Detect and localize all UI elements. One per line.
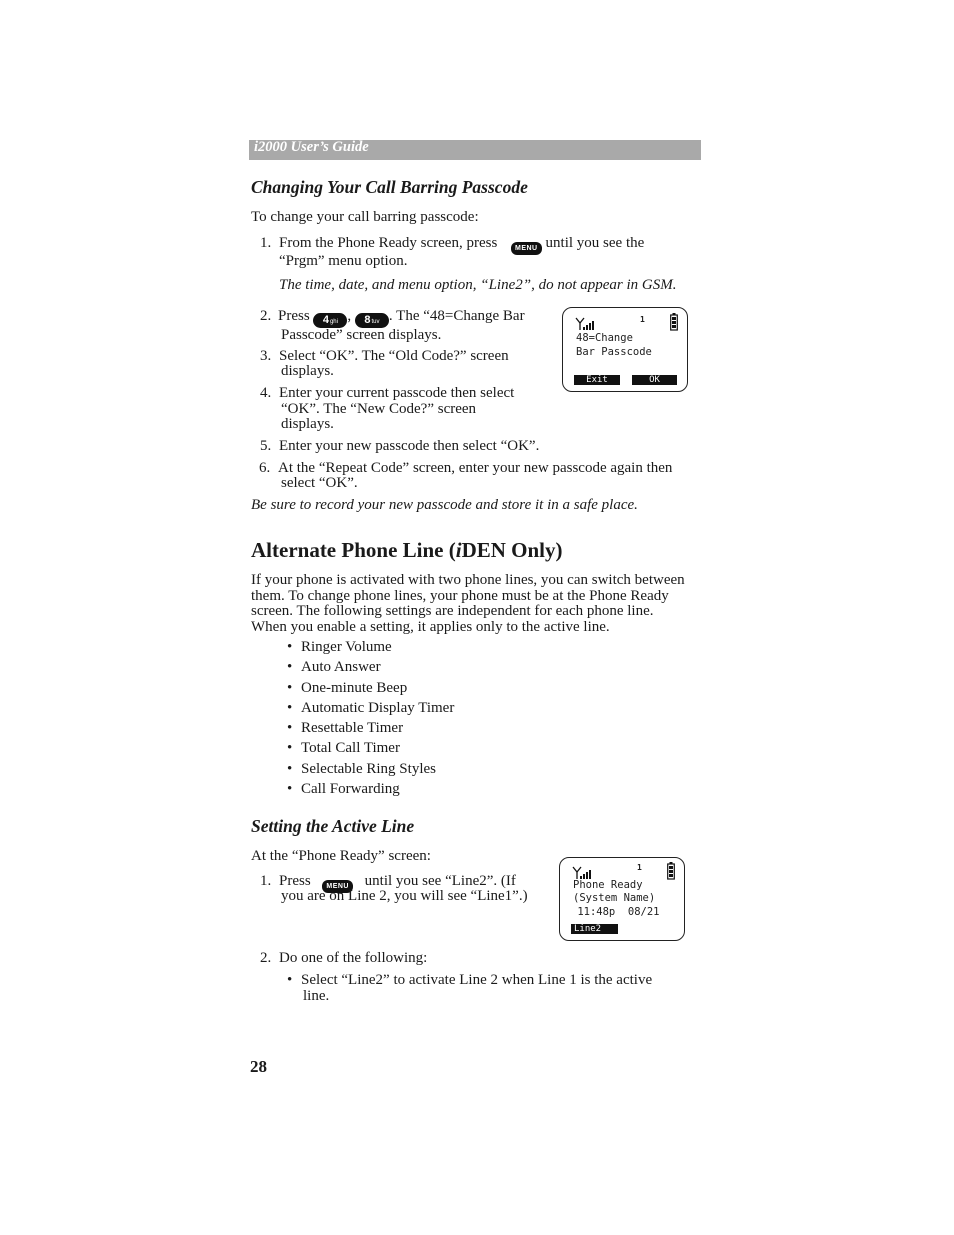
- battery-icon: [670, 313, 678, 331]
- step-text: “Prgm” menu option.: [279, 253, 408, 269]
- section-heading-alternate-line: [251, 538, 563, 563]
- heading-part: Alternate Phone Line (: [251, 538, 456, 562]
- list-item: • Automatic Display Timer: [301, 700, 454, 716]
- step-text: Enter your current passcode then select: [279, 385, 515, 401]
- softkey-exit: Exit: [574, 375, 620, 385]
- list-item: • Selectable Ring Styles: [301, 761, 436, 777]
- signal-strength-icon: [574, 317, 596, 331]
- step-text: Press: [279, 873, 311, 889]
- step-number: 3.: [260, 348, 272, 364]
- list-item: • Auto Answer: [301, 659, 381, 675]
- section-heading-active-line: Setting the Active Line: [251, 816, 415, 836]
- menu-key-icon: MENU: [511, 242, 542, 255]
- step-text: select “OK”.: [281, 475, 358, 491]
- step-text: Press: [278, 308, 310, 324]
- key-8-icon: [355, 313, 389, 328]
- section-heading-call-barring: Changing Your Call Barring Passcode: [251, 177, 528, 197]
- softkey-ok: OK: [632, 375, 677, 385]
- header-title: i2000 User’s Guide: [254, 139, 369, 155]
- paragraph-line: When you enable a setting, it applies only to the active line.: [251, 619, 610, 635]
- step-text: Enter your new passcode then select “OK”.: [279, 438, 540, 454]
- step-text: you are on Line 2, you will see “Line1”.): [281, 888, 528, 904]
- step-number: 4.: [260, 385, 272, 401]
- screen-text-line1: Phone Ready: [573, 879, 643, 891]
- key-sublabel: ghi: [329, 319, 338, 325]
- signal-strength-icon: [571, 866, 593, 880]
- step-text: . The “48=Change Bar: [388, 308, 525, 324]
- paragraph-line: If your phone is activated with two phone lines, you can switch between: [251, 572, 685, 588]
- phone-screen-change-passcode: [562, 307, 688, 392]
- key-label: 8: [364, 314, 371, 326]
- step-number: 6.: [259, 460, 271, 476]
- step-text: until you see “Line2”. (If: [364, 873, 516, 889]
- step-text: displays.: [281, 363, 334, 379]
- phone-screen-phone-ready: [559, 857, 685, 941]
- paragraph-line: them. To change phone lines, your phone must be at the Phone Ready: [251, 588, 669, 604]
- screen-text-line2: (System Name): [573, 892, 656, 904]
- screen-text-line1: 48=Change: [576, 332, 633, 344]
- heading-part: DEN Only): [461, 538, 563, 562]
- list-item: • Select “Line2” to activate Line 2 when Line 1 is the active: [301, 972, 652, 988]
- step-text: displays.: [281, 416, 334, 432]
- list-item: • Total Call Timer: [301, 740, 400, 756]
- page-number: 28: [250, 1057, 267, 1076]
- step-text: Do one of the following:: [279, 950, 428, 966]
- list-item-continuation: line.: [303, 988, 330, 1004]
- key-4-icon: [313, 313, 347, 328]
- step-text: until you see the: [545, 235, 645, 251]
- heading-part-italic: i: [455, 538, 462, 562]
- section-intro: To change your call barring passcode:: [251, 209, 479, 225]
- screen-text-time-date: 11:48p 08/21: [571, 906, 660, 918]
- step-number: 5.: [260, 438, 272, 454]
- key-sublabel: tuv: [371, 319, 380, 325]
- screen-text-line2: Bar Passcode: [576, 346, 652, 358]
- step-1-text: [279, 235, 644, 255]
- line-indicator: 1: [637, 863, 642, 872]
- comma: ,: [347, 308, 352, 324]
- softkey-line2: Line2: [571, 924, 618, 934]
- step-text: From the Phone Ready screen, press: [279, 235, 498, 251]
- key-label: 4: [322, 314, 329, 326]
- step-number: 2.: [260, 950, 272, 966]
- step-text: “OK”. The “New Code?” screen: [281, 401, 477, 417]
- step-note: The time, date, and menu option, “Line2”, do not appear in GSM.: [279, 277, 677, 293]
- step-number: 1.: [260, 235, 272, 251]
- list-item: • Call Forwarding: [301, 781, 400, 797]
- paragraph-line: screen. The following settings are independent for each phone line.: [251, 603, 654, 619]
- section-intro: At the “Phone Ready” screen:: [251, 848, 431, 864]
- step-text: At the “Repeat Code” screen, enter your new passcode again then: [278, 460, 673, 476]
- menu-key-icon: MENU: [322, 880, 353, 893]
- list-item: • Ringer Volume: [301, 639, 392, 655]
- step-text: Select “OK”. The “Old Code?” screen: [279, 348, 509, 364]
- step-number: 1.: [260, 873, 272, 889]
- step-text: Passcode” screen displays.: [281, 327, 442, 343]
- list-item: • Resettable Timer: [301, 720, 403, 736]
- list-item: • One-minute Beep: [301, 680, 407, 696]
- step-number: 2.: [260, 308, 272, 324]
- step-2-text: [278, 308, 525, 328]
- line-indicator: 1: [640, 315, 645, 324]
- battery-icon: [667, 862, 675, 880]
- closing-note: Be sure to record your new passcode and store it in a safe place.: [251, 497, 638, 513]
